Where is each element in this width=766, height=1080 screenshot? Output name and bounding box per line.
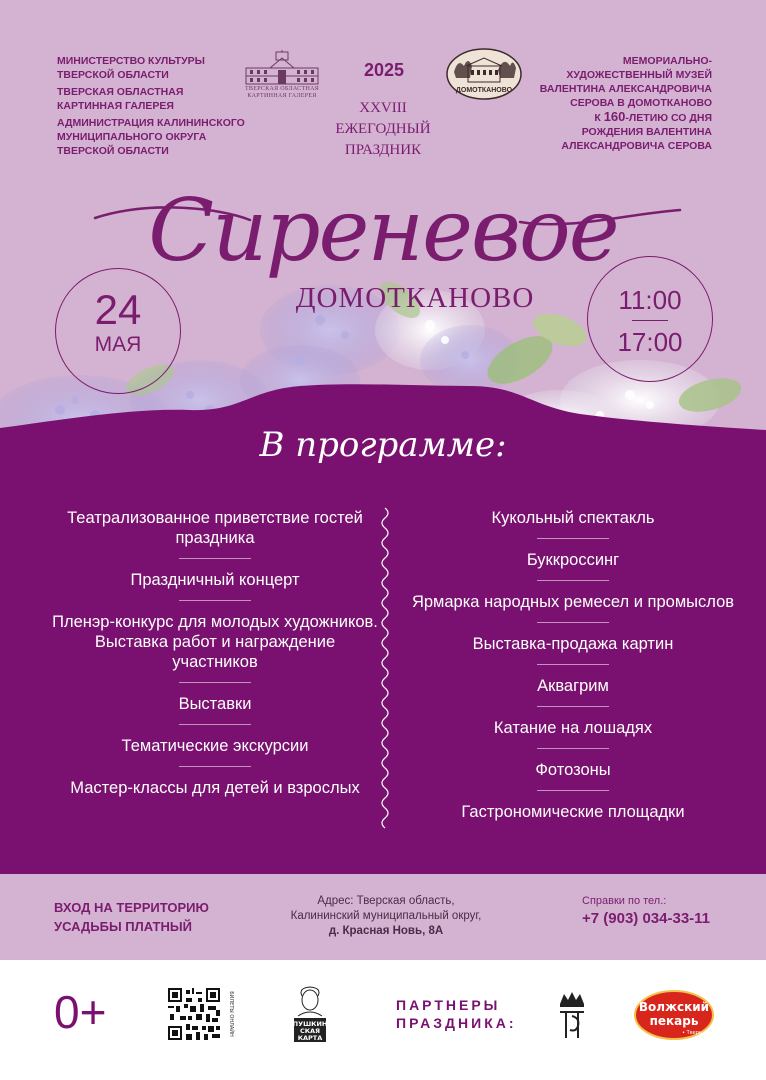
qr-code-icon[interactable] xyxy=(168,988,220,1040)
qr-caption-text: БИЛЕТЫ ОНЛАЙН xyxy=(228,991,234,1037)
item-divider xyxy=(179,600,251,601)
program-list-left xyxy=(50,508,380,798)
qr-caption xyxy=(224,988,232,1040)
item-divider xyxy=(179,558,251,559)
pushkin-line-3: КАРТА xyxy=(297,1034,323,1042)
program-item: Выставка-продажа картин xyxy=(472,635,674,653)
item-divider xyxy=(537,706,609,707)
anniversary-number: 160 xyxy=(603,109,626,124)
subtitle-annual: ЕЖЕГОДНЫЙ xyxy=(335,121,431,137)
time-start: 11:00 xyxy=(618,285,682,315)
program-item: Фотозоны xyxy=(535,761,611,779)
partners-line-1: ПАРТНЕРЫ xyxy=(396,997,501,1013)
item-divider xyxy=(537,790,609,791)
item-divider xyxy=(179,766,251,767)
item-divider xyxy=(537,622,609,623)
pushkin-line-1: ПУШКИН xyxy=(292,1020,328,1028)
organizers-right xyxy=(537,54,712,153)
subtitle-holiday: ПРАЗДНИК xyxy=(344,142,422,158)
address-block xyxy=(268,894,504,939)
program-item: Катание на лошадях xyxy=(493,719,653,737)
domotkanovo-logo xyxy=(446,48,522,102)
partners-label xyxy=(396,996,536,1032)
gallery-logo-caption: ТВЕРСКАЯ ОБЛАСТНАЯ КАРТИННАЯ ГАЛЕРЕЯ xyxy=(244,86,320,99)
anniversary-prefix: К xyxy=(594,112,604,124)
entry-line-2: УСАДЬБЫ ПЛАТНЫЙ xyxy=(54,919,192,934)
festival-subtitle xyxy=(300,98,466,161)
time-end: 17:00 xyxy=(617,327,683,357)
program-item: Праздничный концерт xyxy=(130,571,300,589)
date-day: 24 xyxy=(94,286,142,333)
pushkin-card-logo xyxy=(288,986,332,1044)
program-list-right xyxy=(408,508,738,822)
phone-label: Справки по тел.: xyxy=(582,895,667,907)
item-divider xyxy=(179,724,251,725)
anniversary-note xyxy=(537,110,712,153)
date-badge xyxy=(55,268,181,394)
item-divider xyxy=(179,682,251,683)
festival-title-text: Сиреневое xyxy=(148,181,618,281)
item-divider xyxy=(537,664,609,665)
phone-block xyxy=(582,894,732,930)
program-item: Тематические экскурсии xyxy=(121,737,309,755)
age-rating: 0+ xyxy=(54,986,107,1038)
partner2-city: • Тверь xyxy=(682,1030,702,1036)
edition-number: XXVIII xyxy=(359,100,407,116)
partners-line-2: ПРАЗДНИКА: xyxy=(396,1015,517,1031)
program-item: Кукольный спектакль xyxy=(491,509,655,527)
program-item: Аквагрим xyxy=(537,677,609,695)
organizer-administration: АДМИНИСТРАЦИЯ КАЛИНИНСКОГО МУНИЦИПАЛЬНОГО ОКРУГА ТВЕРСКОЙ ОБЛАСТИ xyxy=(57,117,245,157)
crown-monogram-logo xyxy=(552,990,592,1042)
organizers-left xyxy=(57,54,247,161)
item-divider xyxy=(537,538,609,539)
organizer-gallery: ТВЕРСКАЯ ОБЛАСТНАЯ КАРТИННАЯ ГАЛЕРЕЯ xyxy=(57,86,184,112)
address-line-1: Адрес: Тверская область, xyxy=(317,895,455,907)
program-item: Буккроссинг xyxy=(526,551,620,569)
program-item: Выставки xyxy=(178,695,252,713)
entry-line-1: ВХОД НА ТЕРРИТОРИЮ xyxy=(54,900,209,915)
gallery-building-icon xyxy=(240,50,324,86)
date-month: МАЯ xyxy=(94,333,142,356)
item-divider xyxy=(537,580,609,581)
festival-year: 2025 xyxy=(363,60,405,80)
volzhsky-pekar-logo xyxy=(634,990,714,1040)
phone-number[interactable]: +7 (903) 034-33-11 xyxy=(582,910,711,927)
anniversary-text: -ЛЕТИЮ СО ДНЯ РОЖДЕНИЯ ВАЛЕНТИНА АЛЕКСАНДРОВИЧА СЕРОВА xyxy=(561,112,712,152)
program-item: Пленэр-конкурс для молодых художников. Выставка работ и награждение участников xyxy=(52,613,378,671)
time-badge xyxy=(587,256,713,382)
address-line-3: д. Красная Новь, 8А xyxy=(328,925,444,937)
festival-place: ДОМОТКАНОВО xyxy=(295,282,535,314)
program-item: Ярмарка народных ремесел и промыслов xyxy=(411,593,735,611)
program-item: Гастрономические площадки xyxy=(461,803,685,821)
program-heading-text: В программе: xyxy=(259,425,507,465)
address-line-2: Калининский муниципальный округ, xyxy=(290,910,482,922)
program-item: Мастер-классы для детей и взрослых xyxy=(70,779,360,797)
program-item: Театрализованное приветствие гостей праздника xyxy=(67,509,363,547)
time-separator xyxy=(632,320,668,321)
organizer-ministry: МИНИСТЕРСТВО КУЛЬТУРЫ ТВЕРСКОЙ ОБЛАСТИ xyxy=(57,55,205,81)
column-divider-squiggle xyxy=(378,508,392,830)
program-heading xyxy=(0,408,766,478)
entry-note xyxy=(54,898,254,936)
pushkin-line-2: СКАЯ xyxy=(299,1027,321,1035)
partner2-line-2: пекарь xyxy=(649,1014,699,1028)
domotkanovo-logo-caption: ДОМОТКАНОВО xyxy=(455,87,513,94)
organizer-serov-museum: МЕМОРИАЛЬНО-ХУДОЖЕСТВЕННЫЙ МУЗЕЙ ВАЛЕНТИНА АЛЕКСАНДРОВИЧА СЕРОВА В ДОМОТКАНОВО xyxy=(539,55,712,109)
partner2-line-1: Волжский xyxy=(638,1000,710,1014)
gallery-logo xyxy=(240,50,324,102)
item-divider xyxy=(537,748,609,749)
